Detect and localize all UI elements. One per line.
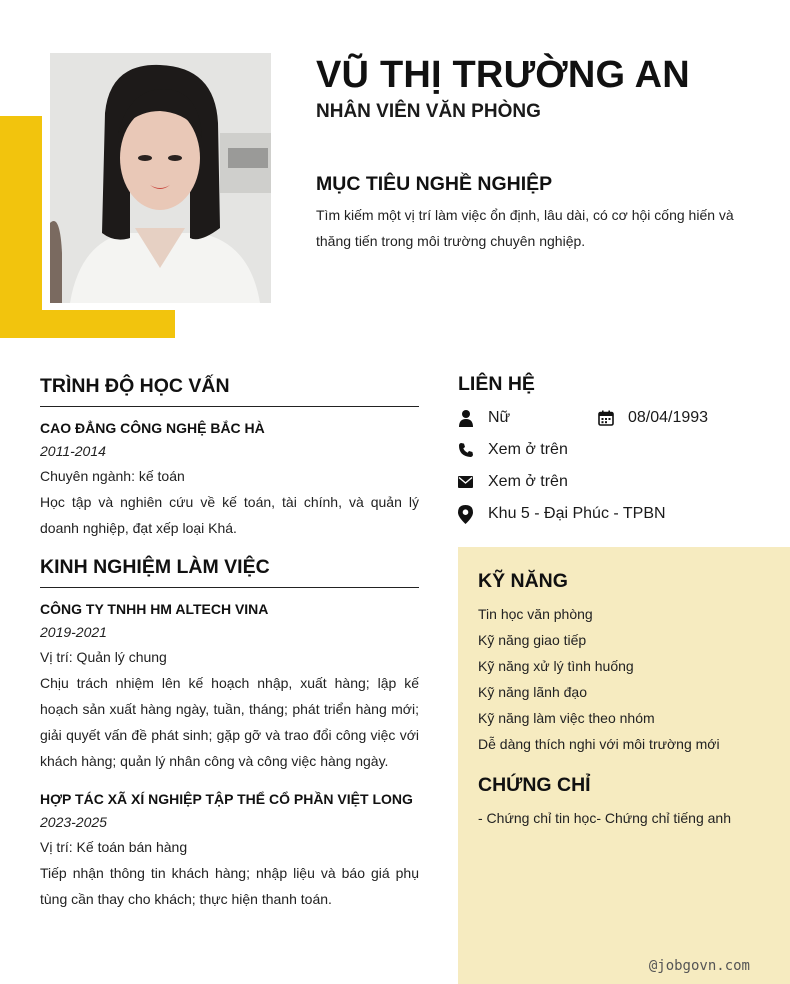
header	[316, 52, 756, 124]
experience-role: Vị trí: Quản lý chung	[40, 649, 167, 665]
candidate-position: NHÂN VIÊN VĂN PHÒNG	[316, 101, 541, 122]
experience-description: Tiếp nhận thông tin khách hàng; nhập liệu và báo giá phụ tùng cần thay cho khách; thực hiện thanh toán.	[40, 865, 419, 907]
contact-phone: Xem ở trên	[488, 441, 568, 458]
watermark: @jobgovn.com	[648, 958, 750, 974]
education-entry	[40, 417, 419, 541]
skill-item: Tin học văn phòng	[478, 606, 593, 622]
calendar-icon	[598, 410, 628, 426]
contact-row-phone	[458, 434, 758, 466]
experience-period: 2019-2021	[40, 624, 107, 640]
candidate-name: VŨ THỊ TRƯỜNG AN	[316, 54, 690, 96]
profile-photo	[50, 53, 271, 303]
education-description: Học tập và nghiên cứu về kế toán, tài chính, và quản lý doanh nghiệp, đạt xếp loại Khá.	[40, 494, 419, 536]
experience-title: KINH NGHIỆM LÀM VIỆC	[40, 555, 419, 588]
experience-description: Chịu trách nhiệm lên kế hoạch nhập, xuất hàng; lập kế hoạch sản xuất hàng ngày, tuần, tháng; phát triển hàng mới; giải quyết vấn đề phát sinh; gặp gỡ và trao đổi công việc với khách hàng; quản lý nhân công và công việc hàng ngày.	[40, 675, 419, 769]
objective-title: MỤC TIÊU NGHỀ NGHIỆP	[316, 173, 553, 195]
skill-item: Kỹ năng làm việc theo nhóm	[478, 710, 655, 726]
skill-item: Kỹ năng xử lý tình huống	[478, 658, 634, 674]
experience-entry	[40, 788, 419, 912]
education-title: TRÌNH ĐỘ HỌC VẤN	[40, 374, 419, 407]
skill-item: Kỹ năng lãnh đạo	[478, 684, 587, 700]
left-column	[40, 374, 419, 912]
company-name: HỢP TÁC XÃ XÍ NGHIỆP TẬP THỂ CỔ PHẦN VIỆT LONG	[40, 791, 413, 807]
objective-text: Tìm kiếm một vị trí làm việc ổn định, lâu dài, có cơ hội cống hiến và thăng tiến trong môi trường chuyên nghiệp.	[316, 207, 734, 249]
contact-row-address	[458, 498, 758, 530]
location-pin-icon	[458, 505, 488, 524]
education-period: 2011-2014	[40, 443, 106, 459]
certificates-text: - Chứng chỉ tin học- Chứng chỉ tiếng anh	[478, 810, 731, 826]
contact-gender: Nữ	[488, 409, 511, 426]
contact-row-email	[458, 466, 758, 498]
skills-title: KỸ NĂNG	[478, 570, 568, 592]
company-name: CÔNG TY TNHH HM ALTECH VINA	[40, 601, 269, 617]
contact-birthdate: 08/04/1993	[628, 409, 709, 426]
certificates-title: CHỨNG CHỈ	[478, 774, 591, 796]
contact-section	[458, 372, 758, 530]
contact-title: LIÊN HỆ	[458, 373, 535, 395]
skill-item: Dễ dàng thích nghi với môi trường mới	[478, 736, 720, 752]
mail-icon	[458, 476, 488, 488]
contact-row-gender-birthdate	[458, 402, 758, 434]
contact-address: Khu 5 - Đại Phúc - TPBN	[488, 505, 666, 522]
objective-section	[316, 172, 736, 254]
school-name: CAO ĐẲNG CÔNG NGHỆ BẮC HÀ	[40, 420, 265, 436]
phone-icon	[458, 442, 488, 458]
contact-email: Xem ở trên	[488, 473, 568, 490]
education-major: Chuyên ngành: kế toán	[40, 468, 185, 484]
skill-item: Kỹ năng giao tiếp	[478, 632, 587, 648]
experience-period: 2023-2025	[40, 814, 107, 830]
skills-panel	[458, 547, 790, 984]
person-icon	[458, 409, 488, 427]
experience-entry	[40, 598, 419, 774]
experience-role: Vị trí: Kế toán bán hàng	[40, 839, 188, 855]
